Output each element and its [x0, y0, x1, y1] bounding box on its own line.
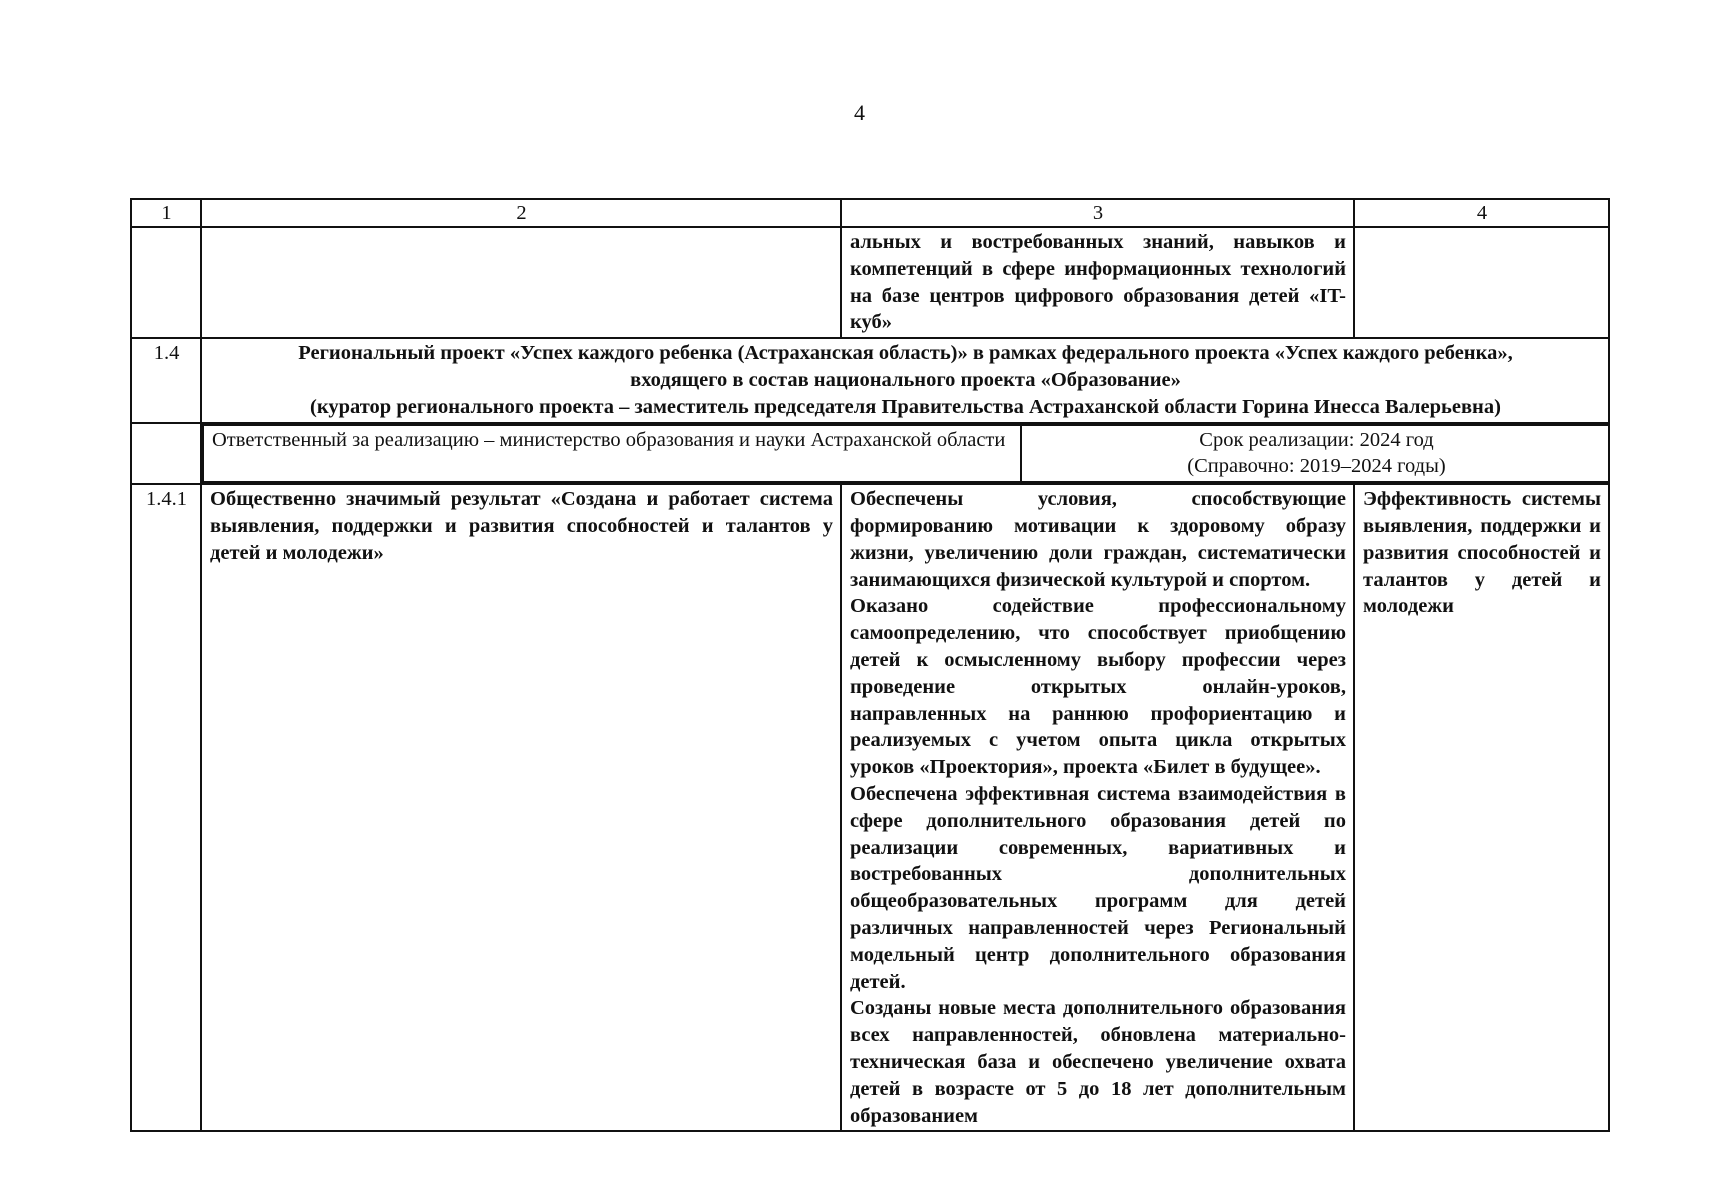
- effect-paragraph: Обеспечены условия, способствующие формированию мотивации к здоровому образу жизни, увеличению доли граждан, систематически занимающихся физической культурой и спортом.: [850, 488, 1346, 591]
- term-line-2: (Справочно: 2019–2024 годы): [1187, 455, 1446, 478]
- continuation-col-3: альных и востребованных знаний, навыков и компетенций в сфере информационных технологий на базе центров цифрового образования детей «IT-куб»: [841, 227, 1354, 338]
- header-col-3: 3: [841, 199, 1354, 227]
- responsible-text: Ответственный за реализацию – министерство образования и науки Астраханской области: [203, 425, 1021, 483]
- row-1-4-1-indicator: Эффективность системы выявления, поддержки и развития способностей и талантов у детей и молодежи: [1354, 484, 1609, 1131]
- page-number: 4: [854, 100, 865, 125]
- section-title: [201, 338, 1609, 422]
- section-title-line-1: Региональный проект «Успех каждого ребенка (Астраханская область)» в рамках федерального проекта «Успех каждого ребенка»,: [298, 342, 1513, 365]
- section-title-line-2: входящего в состав национального проекта «Образование»: [630, 368, 1181, 391]
- continuation-col-1: [131, 227, 201, 338]
- row-1-4-1: [131, 484, 1609, 1131]
- term-line-1: Срок реализации: 2024 год: [1199, 428, 1434, 451]
- header-col-2: 2: [201, 199, 841, 227]
- effect-paragraph: Созданы новые места дополнительного образования всех направленностей, обновлена материально-техническая база и обеспечено увеличение охвата детей в возрасте от 5 до 18 лет дополнительным образованием: [850, 997, 1346, 1127]
- continuation-col-2: [201, 227, 841, 338]
- header-col-4: 4: [1354, 199, 1609, 227]
- header-col-1: 1: [131, 199, 201, 227]
- continuation-col-4: [1354, 227, 1609, 338]
- term-cell: [1021, 425, 1609, 483]
- responsible-split-cell: [201, 423, 1609, 485]
- row-1-4-1-number: 1.4.1: [131, 484, 201, 1131]
- row-1-4-1-result: Общественно значимый результат «Создана и работает система выявления, поддержки и развития способностей и талантов у детей и молодежи»: [201, 484, 841, 1131]
- effect-paragraph: Обеспечена эффективная система взаимодействия в сфере дополнительного образования детей по реализации современных, вариативных и востребованных дополнительных общеобразовательных программ для детей различных направленностей через Региональный модельный центр дополнительного образования детей.: [850, 782, 1346, 993]
- section-1-4-row: [131, 338, 1609, 422]
- effect-paragraph: Оказано содействие профессиональному самоопределению, что способствует приобщению детей к осмысленному выбору профессии через проведение открытых онлайн-уроков, направленных на раннюю профориентацию и реализуемых с учетом опыта цикла открытых уроков «Проектория», проекта «Билет в будущее».: [850, 595, 1346, 779]
- section-title-line-3: (куратор регионального проекта – заместитель председателя Правительства Астраханской области Горина Инесса Валерьевна): [310, 395, 1501, 418]
- continuation-row: [131, 227, 1609, 338]
- responsible-inner-table: [202, 424, 1609, 484]
- responsible-row: [131, 423, 1609, 485]
- responsible-empty-cell: [131, 423, 201, 485]
- row-1-4-1-effects: [841, 484, 1354, 1131]
- section-number: 1.4: [131, 338, 201, 422]
- header-row: [131, 199, 1609, 227]
- main-table: [130, 198, 1610, 1132]
